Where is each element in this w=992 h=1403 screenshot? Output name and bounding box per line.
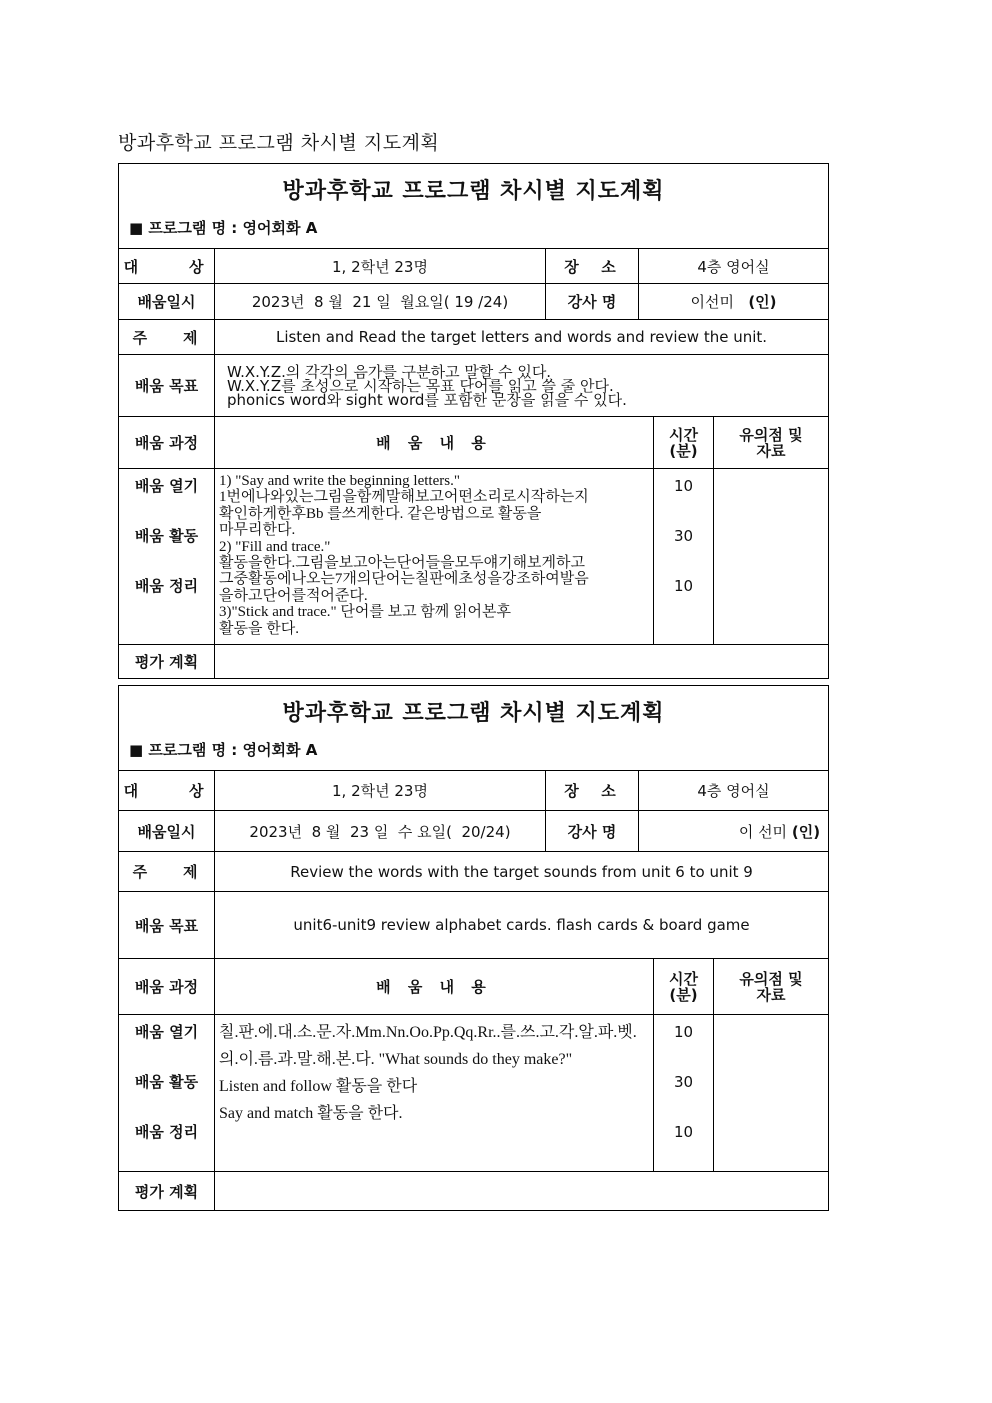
topic-label: 주 제: [119, 320, 215, 355]
time-values: [654, 1015, 714, 1172]
time-header: 시간 (분): [654, 417, 714, 469]
stage-labels: [119, 469, 215, 645]
notes-value: [714, 1015, 829, 1172]
goal-list: [215, 892, 829, 959]
plan-title: 방과후학교 프로그램 차시별 지도계획: [282, 701, 665, 726]
time-activity: 30: [673, 1073, 694, 1091]
lesson-content: [215, 1015, 654, 1172]
topic-value: Review the words with the target sounds from unit 6 to unit 9: [215, 852, 829, 892]
content-line: 을하고단어를적어준다.: [219, 587, 368, 604]
content-line: 3)"Stick and trace." 단어를 보고 함께 읽어본후: [219, 604, 512, 621]
target-value: 1, 2학년 23명: [215, 771, 546, 811]
time-values: [654, 469, 714, 645]
instructor-value: [639, 811, 829, 852]
target-label: 대 상: [119, 249, 215, 284]
place-value: 4층 영어실: [639, 249, 829, 284]
content-line: 그중활동에나오는7개의단어는칠판에초성을강조하여발음: [219, 571, 589, 588]
evaluation-value: [215, 1172, 829, 1211]
notes-value: [714, 469, 829, 645]
seal-mark: (인): [748, 293, 777, 311]
process-label: 배움 과정: [119, 417, 215, 469]
evaluation-value: [215, 645, 829, 679]
goal-label: 배움 목표: [119, 892, 215, 959]
topic-label: 주 제: [119, 852, 215, 892]
instructor-name: 이 선미: [738, 822, 788, 841]
time-open: 10: [673, 477, 694, 495]
plan-header: [119, 164, 829, 249]
date-value: 2023년 8 월 21 일 월요일( 19 /24): [215, 284, 546, 320]
content-line: 1) "Say and write the beginning letters.": [219, 473, 460, 489]
goal-item: unit6-unit9 review alphabet cards. flash cards & board game: [293, 916, 750, 934]
stage-open-label: 배움 열기: [134, 477, 199, 495]
content-header: 배 움 내 용: [215, 959, 654, 1015]
content-line: 마무리한다.: [219, 522, 296, 539]
stage-activity-label: 배움 활동: [134, 527, 199, 545]
process-label: 배움 과정: [119, 959, 215, 1015]
date-label: 배움일시: [119, 811, 215, 852]
plan-header: [119, 686, 829, 771]
content-line: 확인하게한후Bb 를쓰게한다. 같은방법으로 활동을: [219, 505, 542, 522]
program-name: ■ 프로그램 명 : 영어회화 A: [129, 219, 318, 237]
stage-labels: [119, 1015, 215, 1172]
content-line: 1번에나와있는그림을함께말해보고어떤소리로시작하는지: [219, 489, 589, 506]
lesson-content: [215, 469, 654, 645]
plan-title: 방과후학교 프로그램 차시별 지도계획: [282, 179, 665, 204]
instructor-value: [639, 284, 829, 320]
time-wrap: 10: [673, 577, 694, 595]
content-line: Listen and follow 활동을 한다: [219, 1078, 418, 1095]
content-line: 활동을 한다.: [219, 620, 299, 637]
place-value: 4층 영어실: [639, 771, 829, 811]
date-label: 배움일시: [119, 284, 215, 320]
program-name: ■ 프로그램 명 : 영어회화 A: [129, 741, 318, 759]
content-line: 칠.판.에.대.소.문.자.Mm.Nn.Oo.Pp.Qq.Rr..를.쓰.고.각.알.파.벳.의.이.름.과.말.해.본.다. "What sounds do they make?": [219, 1024, 637, 1068]
goal-item: W.X.Y.Z를 초성으로 시작하는 목표 단어를 읽고 쓸 줄 안다.: [227, 376, 614, 395]
seal-mark: (인): [791, 822, 821, 841]
lesson-plan-table-2: [118, 685, 829, 1211]
time-header: 시간 (분): [654, 959, 714, 1015]
target-label: 대 상: [119, 771, 215, 811]
notes-header: 유의점 및 자료: [714, 959, 829, 1015]
stage-activity-label: 배움 활동: [134, 1073, 199, 1091]
evaluation-label: 평가 계획: [119, 1172, 215, 1211]
instructor-label: 강사 명: [546, 811, 639, 852]
notes-header: 유의점 및 자료: [714, 417, 829, 469]
target-value: 1, 2학년 23명: [215, 249, 546, 284]
content-header: 배 움 내 용: [215, 417, 654, 469]
place-label: 장 소: [546, 771, 639, 811]
stage-wrap-label: 배움 정리: [134, 1123, 199, 1141]
stage-open-label: 배움 열기: [134, 1023, 199, 1041]
date-value: 2023년 8 월 23 일 수 요일( 20/24): [215, 811, 546, 852]
content-line: 활동을한다.그림을보고아는단어들을모두얘기해보게하고: [219, 555, 586, 572]
goal-item: phonics word와 sight word를 포함한 문장을 읽을 수 있다.: [227, 390, 627, 409]
time-wrap: 10: [673, 1123, 694, 1141]
goal-list: [215, 355, 829, 417]
instructor-name: 이선미: [690, 293, 734, 311]
time-open: 10: [673, 1023, 694, 1041]
evaluation-label: 평가 계획: [119, 645, 215, 679]
place-label: 장 소: [546, 249, 639, 284]
stage-wrap-label: 배움 정리: [134, 577, 199, 595]
goal-label: 배움 목표: [119, 355, 215, 417]
lesson-plan-table-1: [118, 163, 829, 679]
instructor-label: 강사 명: [546, 284, 639, 320]
document-title: 방과후학교 프로그램 차시별 지도계획: [118, 132, 440, 154]
topic-value: Listen and Read the target letters and words and review the unit.: [215, 320, 829, 355]
time-activity: 30: [673, 527, 694, 545]
goal-item: W.X.Y.Z.의 각각의 음가를 구분하고 말할 수 있다.: [227, 362, 552, 381]
content-line: Say and match 활동을 한다.: [219, 1105, 403, 1122]
content-line: 2) "Fill and trace.": [219, 538, 331, 555]
